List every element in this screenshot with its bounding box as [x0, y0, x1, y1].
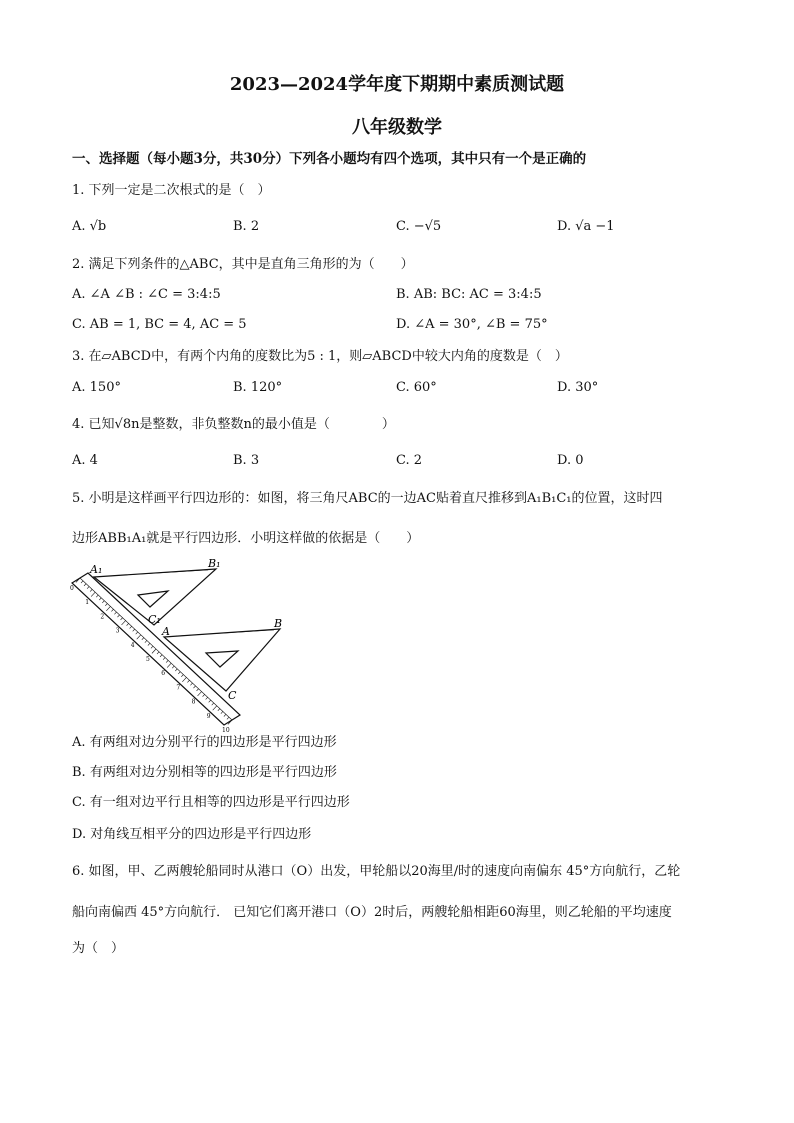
- ruler-tick-label: 1: [85, 599, 90, 607]
- q3-option-a: A. 150°: [72, 380, 121, 395]
- q5-option-d: D. 对角线互相平分的四边形是平行四边形: [72, 827, 312, 842]
- q1-option-a: A. √b: [72, 219, 107, 234]
- q6-stem-line2: 船向南偏西 45°方向航行． 已知它们离开港口（O）2时后，两艘轮船相距60海里，则乙轮船的平均速度: [72, 905, 672, 920]
- ruler-tick-label: 3: [115, 627, 120, 635]
- q3-option-c: C. 60°: [396, 380, 437, 395]
- q6-stem-line1: 6. 如图，甲、乙两艘轮船同时从港口（O）出发，甲轮船以20海里/时的速度向南偏东 45°方向航行，乙轮: [72, 864, 681, 879]
- q2-option-b: B. AB: BC: AC = 3:4:5: [396, 287, 542, 302]
- ruler-tick-label: 5: [146, 656, 150, 663]
- q3-option-b: B. 120°: [233, 380, 283, 395]
- q4-option-b: B. 3: [233, 453, 260, 468]
- q1-stem: 1. 下列一定是二次根式的是（ ）: [72, 183, 271, 198]
- q4-option-d: D. 0: [557, 453, 584, 468]
- ruler-tick-label: 0: [70, 585, 74, 592]
- q3-option-d: D. 30°: [557, 380, 599, 395]
- q5-stem-line1: 5. 小明是这样画平行四边形的：如图，将三角尺ABC的一边AC贴着直尺推移到A₁B₁C₁的位置，这时四: [72, 491, 663, 506]
- q6-stem-line3: 为（ ）: [72, 941, 125, 956]
- label-b1: B₁: [208, 557, 221, 570]
- label-c1: C₁: [148, 613, 161, 626]
- label-a: A: [162, 625, 170, 638]
- q1-option-b: B. 2: [233, 219, 260, 234]
- label-c: C: [228, 689, 237, 702]
- q1-option-c: C. −√5: [396, 219, 442, 234]
- q2-option-d: D. ∠A = 30°, ∠B = 75°: [396, 317, 548, 332]
- q5-stem-line2: 边形ABB₁A₁就是平行四边形．小明这样做的依据是（ ）: [72, 531, 420, 546]
- q4-stem: 4. 已知√8n是整数，非负整数n的最小值是（ ）: [72, 417, 395, 432]
- ruler-tick-label: 2: [100, 613, 105, 621]
- ruler-tick-label: 9: [206, 712, 211, 720]
- q2-stem: 2. 满足下列条件的△ABC，其中是直角三角形的为（ ）: [72, 257, 414, 272]
- page-subtitle: 八年级数学: [352, 117, 442, 138]
- q4-option-a: A. 4: [72, 453, 98, 468]
- q2-option-a: A. ∠A ∠B : ∠C = 3:4:5: [72, 287, 221, 302]
- ruler-triangle-figure: [68, 555, 288, 734]
- ruler-tick-label: 4: [130, 641, 135, 649]
- q5-option-a: A. 有两组对边分别平行的四边形是平行四边形: [72, 735, 337, 750]
- ruler-tick-label: 10: [222, 727, 230, 734]
- q2-option-c: C. AB = 1, BC = 4, AC = 5: [72, 317, 247, 332]
- q4-option-c: C. 2: [396, 453, 423, 468]
- ruler-tick-label: 8: [191, 698, 196, 706]
- section-heading: 一、选择题（每小题3分，共30分）下列各小题均有四个选项，其中只有一个是正确的: [72, 151, 587, 167]
- ruler-tick-label: 7: [176, 684, 181, 692]
- label-a1: A₁: [90, 563, 103, 576]
- label-b: B: [274, 617, 283, 630]
- q5-option-b: B. 有两组对边分别相等的四边形是平行四边形: [72, 765, 337, 780]
- page-title: 2023—2024学年度下期期中素质测试题: [229, 74, 565, 95]
- q1-option-d: D. √a −1: [557, 219, 615, 234]
- q3-stem: 3. 在▱ABCD中，有两个内角的度数比为5 : 1，则▱ABCD中较大内角的度数是（ ）: [72, 349, 568, 364]
- ruler-tick-label: 6: [161, 670, 166, 678]
- q5-option-c: C. 有一组对边平行且相等的四边形是平行四边形: [72, 795, 350, 810]
